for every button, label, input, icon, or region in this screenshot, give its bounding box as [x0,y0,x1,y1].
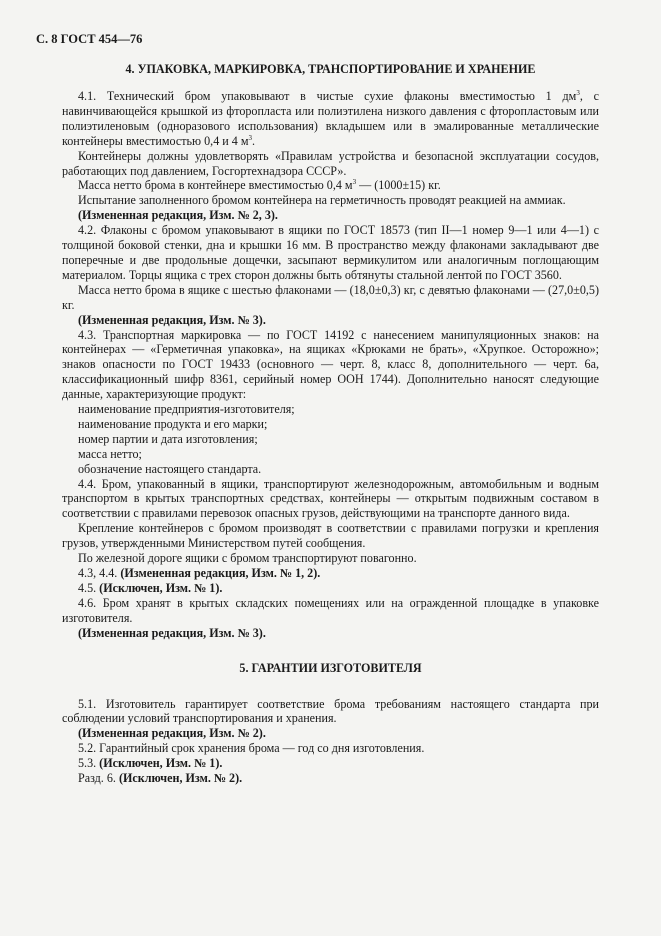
amendment-note-text: (Исключен, Изм. № 1). [99,580,223,595]
amendment-note [62,313,599,328]
list-item: наименование предприятия-изготовителя; [78,402,295,417]
clause-4-1-text-b: , с навинчивающейся крышкой из фторопласта или полиэтилена низкого давления с фторопластовым или полиэтиленовым (одноразового использования) вкладышем или в эмалированные металлические контейнеры вместимостью 0,4 и 4 м [62,89,599,148]
amendment-note [62,208,599,223]
page-header: С. 8 ГОСТ 454—76 [36,32,143,46]
superscript-3: 3 [352,178,357,187]
list-item: обозначение настоящего стандарта. [78,461,262,476]
clause-5-1: 5.1. Изготовитель гарантирует соответствие брома требованиям настоящего стандарта при соблюдении условий транспортирования и хранения. [62,696,599,726]
section-5-title: 5. ГАРАНТИИ ИЗГОТОВИТЕЛЯ [239,660,422,675]
clause-number: 4.3, 4.4. [78,566,121,580]
clause-5-3 [62,756,599,771]
section-4-title: 4. УПАКОВКА, МАРКИРОВКА, ТРАНСПОРТИРОВАНИЕ И ХРАНЕНИЕ [125,62,536,76]
clause-4-4-fixing: Крепление контейнеров с бромом производят в соответствии с правилами погрузки и крепления грузов, утвержденными Министерством путей сообщения. [62,521,599,551]
amendment-note-text: (Исключен, Изм. № 2). [118,771,243,786]
clause-4-1-text-a: 4.1. Технический бром упаковывают в чистые сухие флаконы вместимостью 1 дм [78,89,577,103]
amendment-note-text: (Измененная редакция, Изм. № 3). [78,312,266,327]
amendment-note-text: (Измененная редакция, Изм. № 2, 3). [78,208,278,223]
clause-number: 4.5. [78,580,100,595]
clause-4-1-test: Испытание заполненного бромом контейнера на герметичность проводят реакцией на аммиак. [78,193,566,208]
amendment-note-text: (Исключен, Изм. № 1). [99,756,223,771]
clause-4-4: 4.4. Бром, упакованный в ящики, транспортируют железнодорожным, автомобильным и водным транспортом в крытых транспортных средствах, контейнеры — открытым подвижным составом в соответствии с правилами перевозок опасных грузов, действующими на транспорте данного вида. [62,476,599,521]
clause-4-4-rail: По железной дороге ящики с бромом транспортируют повагонно. [78,551,417,566]
clause-4-5 [62,581,599,596]
clause-4-1-mass-a: Масса нетто брома в контейнере вместимостью 0,4 м [78,178,353,193]
clause-4-3: 4.3. Транспортная маркировка — по ГОСТ 14192 с нанесением манипуляционных знаков: на контейнерах — «Герметичная упаковка», на ящиках «Крюками не брать», «Хрупкое. Осторожно»; знаков опасности по ГОСТ 19433 (основного — черт. 8, класс 8, дополнительного — черт. 6а, классификационный шифр 8361, серийный номер ООН 1744). Дополнительно наносят следующие данные, характеризующие продукт: [62,327,599,402]
clause-4-1-containers: Контейнеры должны удовлетворять «Правилам устройства и безопасной эксплуатации сосудов, работающих под давлением, Госгортехнадзора СССР». [62,148,599,178]
amendment-note-text: (Измененная редакция, Изм. № 1, 2). [120,566,321,580]
clause-4-1-text-c: . [251,133,256,148]
page-content [62,62,599,786]
clause-4-1 [62,89,599,149]
clause-number: Разд. 6. [78,771,119,786]
clause-5-2: 5.2. Гарантийный срок хранения брома — год со дня изготовления. [78,741,425,756]
clause-4-6: 4.6. Бром хранят в крытых складских помещениях или на огражденной площадке в упаковке изготовителя. [62,595,599,625]
list-item: номер партии и дата изготовления; [78,431,258,446]
clause-4-2: 4.2. Флаконы с бромом упаковывают в ящики по ГОСТ 18573 (тип II—1 номер 9—1 или 4—1) с толщиной боковой стенки, дна и крышки 16 мм. В пространство между флаконами закладывают две поперечные и две продольные дощечки, засыпают вермикулитом или аналогичным поглощающим материалом. Торцы ящика с трех сторон должны быть обтянуты стальной лентой по ГОСТ 3560. [62,223,599,282]
amendment-note-text: (Измененная редакция, Изм. № 2). [78,726,266,741]
amendment-note [62,726,599,741]
clause-4-1-mass [62,178,599,193]
clause-4-3-4-4-note [62,566,599,581]
amendment-note [62,626,599,641]
clause-4-1-mass-b: — (1000±15) кг. [356,178,441,193]
amendment-note-text: (Измененная редакция, Изм. № 3). [78,625,266,640]
list-item: наименование продукта и его марки; [78,416,268,431]
clause-4-2-mass: Масса нетто брома в ящике с шестью флаконами — (18,0±0,3) кг, с девятью флаконами — (27,0±0,5) кг. [62,282,599,312]
clause-number: 5.3. [78,756,100,771]
superscript-3: 3 [576,88,580,97]
list-item: масса нетто; [78,446,142,461]
section-6-note [62,771,599,786]
superscript-3: 3 [248,133,252,142]
